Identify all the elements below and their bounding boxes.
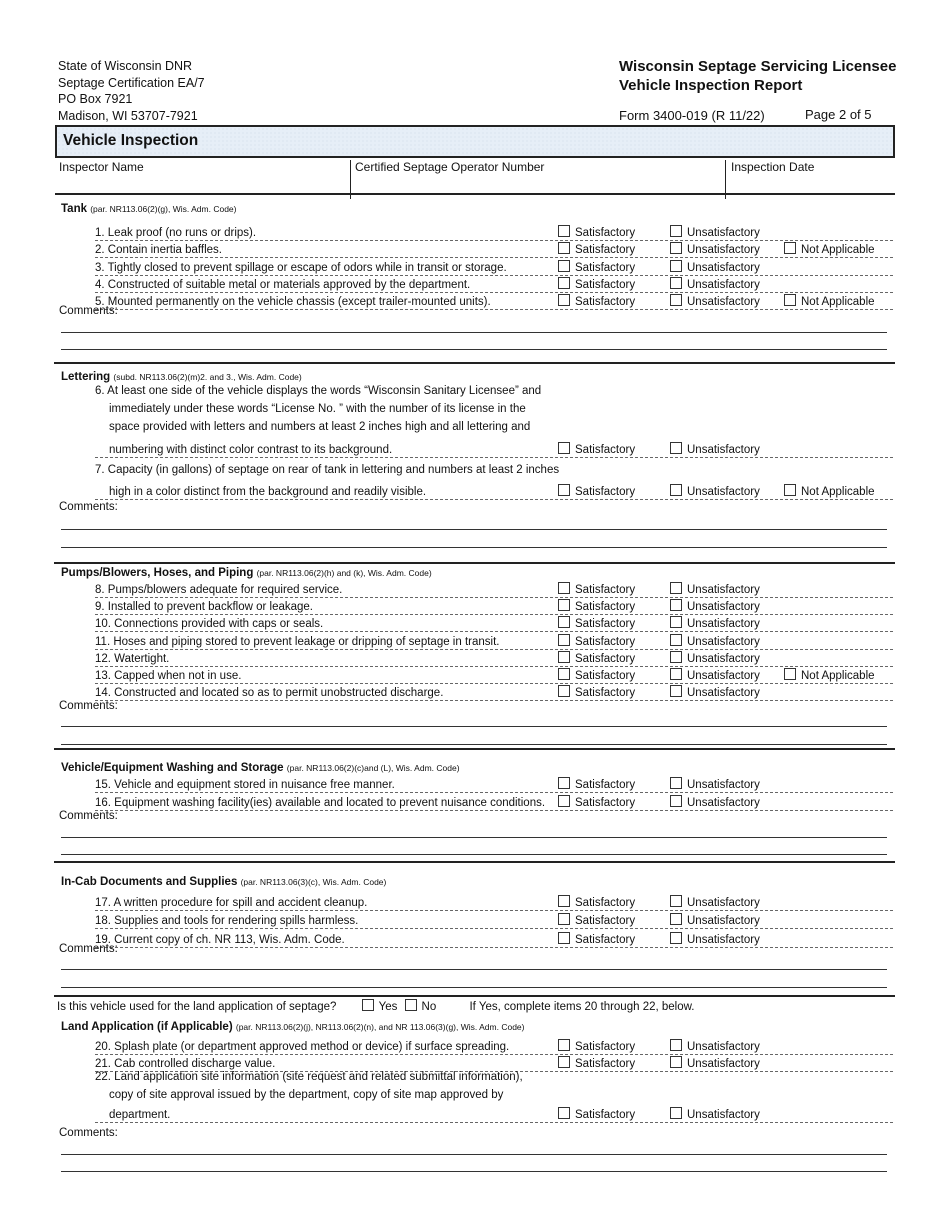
no-checkbox[interactable] (405, 1001, 437, 1013)
checkbox-icon (670, 294, 682, 306)
option-label: Unsatisfactory (687, 601, 760, 613)
title-line-1: Wisconsin Septage Servicing Licensee (619, 58, 897, 75)
option-label: Unsatisfactory (687, 227, 760, 239)
item-text: 3. Tightly closed to prevent spillage or escape of odors while in transit or storage. (95, 261, 507, 274)
form-title (619, 57, 896, 95)
satisfactory-checkbox[interactable] (558, 616, 635, 630)
address-line: PO Box 7921 (58, 92, 133, 106)
satisfactory-checkbox[interactable] (558, 260, 635, 274)
checkbox-icon (670, 242, 682, 254)
not-applicable-checkbox[interactable] (784, 484, 875, 498)
checkbox-icon (670, 616, 682, 628)
satisfactory-checkbox[interactable] (558, 668, 635, 682)
inspection-item (95, 649, 893, 667)
unsatisfactory-checkbox[interactable] (670, 895, 760, 909)
unsatisfactory-checkbox[interactable] (670, 442, 760, 456)
unsatisfactory-checkbox[interactable] (670, 599, 760, 613)
option-label: Not Applicable (801, 296, 875, 309)
item-text: 4. Constructed of suitable metal or materials approved by the department. (95, 278, 471, 291)
section-title: Vehicle/Equipment Washing and Storage (61, 762, 284, 774)
unsatisfactory-checkbox[interactable] (670, 277, 760, 291)
inspection-item (95, 775, 893, 793)
yes-label: Yes (378, 1001, 398, 1013)
option-label: Satisfactory (575, 601, 636, 613)
section-divider (54, 748, 895, 750)
item-text: 12. Watertight. (95, 653, 170, 665)
comments-line[interactable] (61, 987, 887, 988)
checkbox-icon (558, 242, 570, 254)
section-title: Lettering (61, 371, 111, 383)
satisfactory-checkbox[interactable] (558, 651, 635, 665)
satisfactory-checkbox[interactable] (558, 1039, 635, 1053)
item-text-line: department. (109, 1109, 171, 1121)
satisfactory-checkbox[interactable] (558, 277, 635, 291)
checkbox-icon (670, 599, 682, 611)
item-text: 14. Constructed and located so as to permit unobstructed discharge. (95, 687, 444, 699)
not-applicable-checkbox[interactable] (784, 668, 875, 682)
inspection-item (95, 683, 893, 701)
item-text: 21. Cab controlled discharge value. (95, 1058, 276, 1070)
section-title: In-Cab Documents and Supplies (61, 876, 238, 888)
option-label: Unsatisfactory (687, 444, 760, 456)
checkbox-icon (558, 1056, 570, 1068)
option-label: Satisfactory (575, 653, 636, 665)
checkbox-icon (670, 795, 682, 807)
item-text: 8. Pumps/blowers adequate for required service. (95, 584, 343, 596)
option-label: Unsatisfactory (687, 1109, 760, 1121)
agency-address (58, 58, 205, 124)
option-label: Unsatisfactory (687, 1041, 760, 1053)
option-label: Not Applicable (801, 670, 875, 682)
unsatisfactory-checkbox[interactable] (670, 225, 760, 239)
option-label: Unsatisfactory (687, 915, 760, 927)
divider (350, 160, 351, 199)
satisfactory-checkbox[interactable] (558, 582, 635, 596)
inspection-item (95, 911, 893, 929)
item-text-line: numbering with distinct color contrast to its background. (109, 444, 393, 456)
checkbox-icon (670, 895, 682, 907)
satisfactory-checkbox[interactable] (558, 242, 635, 256)
comments-line[interactable] (61, 547, 887, 548)
item-text: 19. Current copy of ch. NR 113, Wis. Adm. Code. (95, 934, 345, 946)
checkbox-icon (670, 634, 682, 646)
checkbox-icon (558, 484, 570, 496)
inspection-item (95, 666, 893, 684)
unsatisfactory-checkbox[interactable] (670, 294, 760, 308)
checkbox-icon (558, 651, 570, 663)
option-label: Not Applicable (801, 486, 875, 498)
checkbox-icon (558, 685, 570, 697)
item-text-line: space provided with letters and numbers at least 2 inches high and all lettering and (109, 421, 531, 433)
option-label: Satisfactory (575, 296, 636, 309)
section-divider (54, 861, 895, 863)
inspection-item (95, 930, 893, 948)
checkbox-icon (784, 242, 796, 254)
checkbox-icon (558, 582, 570, 594)
option-label: Satisfactory (575, 1041, 636, 1053)
unsatisfactory-checkbox[interactable] (670, 651, 760, 665)
code-reference: (par. NR113.06(2)(g), Wis. Adm. Code) (90, 204, 237, 214)
address-line: Madison, WI 53707-7921 (58, 108, 198, 123)
checkbox-icon (558, 599, 570, 611)
land-application-question (57, 999, 694, 1013)
not-applicable-checkbox[interactable] (784, 294, 875, 308)
satisfactory-checkbox[interactable] (558, 634, 635, 648)
unsatisfactory-checkbox[interactable] (670, 242, 760, 256)
item-text-line: immediately under these words “License No. ” with the number of its license in the (109, 403, 526, 415)
code-reference: (par. NR113.06(2)(j), NR113.06(2)(n), and NR 113.06(3)(g), Wis. Adm. Code) (235, 1022, 525, 1032)
comments-line[interactable] (61, 854, 887, 855)
inspection-item (95, 482, 893, 500)
inspection-item (95, 1105, 893, 1123)
checkbox-icon (558, 260, 570, 272)
checkbox-icon (670, 442, 682, 454)
inspection-item (95, 223, 893, 241)
comments-line[interactable] (61, 332, 887, 333)
checkbox-icon (670, 651, 682, 663)
comments-label: Comments: (59, 501, 118, 513)
unsatisfactory-checkbox[interactable] (670, 1107, 760, 1121)
comments-line[interactable] (61, 837, 887, 838)
section-heading (61, 762, 460, 774)
option-label: Satisfactory (575, 444, 636, 456)
satisfactory-checkbox[interactable] (558, 1107, 635, 1121)
section-divider (54, 562, 895, 564)
checkbox-icon (670, 932, 682, 944)
item-text-line: 22. Land application site information (site request and related submittal information), (95, 1071, 523, 1083)
satisfactory-checkbox[interactable] (558, 685, 635, 699)
divider (725, 160, 726, 199)
comments-line[interactable] (61, 529, 887, 530)
option-label: Unsatisfactory (687, 1058, 760, 1070)
checkbox-icon (558, 442, 570, 454)
option-label: Satisfactory (575, 584, 636, 596)
checkbox-icon (670, 1107, 682, 1119)
satisfactory-checkbox[interactable] (558, 484, 635, 498)
option-label: Unsatisfactory (687, 296, 760, 309)
unsatisfactory-checkbox[interactable] (670, 616, 760, 630)
option-label: Satisfactory (575, 797, 636, 809)
unsatisfactory-checkbox[interactable] (670, 795, 760, 809)
inspection-item (95, 614, 893, 632)
checkbox-icon (558, 277, 570, 289)
item-text: 20. Splash plate (or department approved method or device) if surface spreading. (95, 1041, 510, 1053)
satisfactory-checkbox[interactable] (558, 225, 635, 239)
option-label: Unsatisfactory (687, 584, 760, 596)
checkbox-icon (670, 1039, 682, 1051)
option-label: Satisfactory (575, 934, 636, 946)
item-text: 1. Leak proof (no runs or drips). (95, 227, 257, 239)
option-label: Satisfactory (575, 278, 636, 291)
inspection-item (95, 597, 893, 615)
satisfactory-checkbox[interactable] (558, 442, 635, 456)
item-text-line: high in a color distinct from the background and readily visible. (109, 486, 427, 498)
code-reference: (par. NR113.06(2)(c)and (L), Wis. Adm. Code) (286, 763, 460, 773)
satisfactory-checkbox[interactable] (558, 795, 635, 809)
checkbox-icon (670, 225, 682, 237)
item-text: 2. Contain inertia baffles. (95, 244, 223, 257)
option-label: Unsatisfactory (687, 618, 760, 630)
option-label: Unsatisfactory (687, 797, 760, 809)
code-reference: (subd. NR113.06(2)(m)2. and 3., Wis. Adm. Code) (113, 372, 302, 382)
option-label: Unsatisfactory (687, 687, 760, 699)
checkbox-icon (670, 668, 682, 680)
checkbox-icon (558, 1107, 570, 1119)
option-label: Unsatisfactory (687, 486, 760, 498)
item-text: 13. Capped when not in use. (95, 670, 242, 682)
item-text: 17. A written procedure for spill and accident cleanup. (95, 897, 368, 909)
checkbox-icon (558, 895, 570, 907)
operator-number-field[interactable]: Certified Septage Operator Number (355, 160, 545, 174)
option-label: Satisfactory (575, 1109, 636, 1121)
comments-line[interactable] (61, 744, 887, 745)
satisfactory-checkbox[interactable] (558, 599, 635, 613)
checkbox-icon (784, 668, 796, 680)
inspection-date-field[interactable]: Inspection Date (731, 160, 815, 174)
option-label: Satisfactory (575, 486, 636, 498)
section-title: Pumps/Blowers, Hoses, and Piping (61, 567, 254, 579)
checkbox-icon (558, 668, 570, 680)
satisfactory-checkbox[interactable] (558, 777, 635, 791)
inspection-item (95, 292, 893, 310)
inspection-item (95, 240, 893, 258)
inspection-item (95, 1037, 893, 1055)
item-text: 18. Supplies and tools for rendering spills harmless. (95, 915, 359, 927)
comments-line[interactable] (61, 969, 887, 970)
section-heading (61, 876, 386, 888)
checkbox-icon (558, 932, 570, 944)
option-label: Unsatisfactory (687, 278, 760, 291)
item-text: 11. Hoses and piping stored to prevent leakage or dripping of septage in transit. (95, 636, 500, 648)
comments-label: Comments: (59, 305, 118, 317)
checkbox-icon (558, 1039, 570, 1051)
item-text: 15. Vehicle and equipment stored in nuisance free manner. (95, 779, 395, 791)
inspection-item (95, 580, 893, 598)
checkbox-icon (670, 484, 682, 496)
address-line: State of Wisconsin DNR (58, 59, 193, 73)
inspection-item (95, 258, 893, 276)
inspector-name-field[interactable]: Inspector Name (59, 160, 144, 174)
option-label: Satisfactory (575, 618, 636, 630)
checkbox-icon (670, 260, 682, 272)
satisfactory-checkbox[interactable] (558, 932, 635, 946)
form-number: Form 3400-019 (R 11/22) (619, 108, 765, 123)
item-text: 5. Mounted permanently on the vehicle chassis (except trailer-mounted units). (95, 296, 491, 309)
unsatisfactory-checkbox[interactable] (670, 777, 760, 791)
option-label: Unsatisfactory (687, 897, 760, 909)
checkbox-icon (670, 777, 682, 789)
checkbox-icon (558, 294, 570, 306)
checkbox-icon (784, 484, 796, 496)
section-title: Land Application (if Applicable) (61, 1021, 233, 1033)
checkbox-icon (558, 913, 570, 925)
inspection-item (95, 793, 893, 811)
unsatisfactory-checkbox[interactable] (670, 1039, 760, 1053)
item-text-line: 7. Capacity (in gallons) of septage on rear of tank in lettering and numbers at least 2 inches (95, 464, 560, 476)
comments-label: Comments: (59, 810, 118, 822)
option-label: Satisfactory (575, 670, 636, 682)
option-label: Satisfactory (575, 897, 636, 909)
section-title: Tank (61, 203, 87, 215)
comments-label: Comments: (59, 943, 118, 955)
unsatisfactory-checkbox[interactable] (670, 932, 760, 946)
unsatisfactory-checkbox[interactable] (670, 634, 760, 648)
unsatisfactory-checkbox[interactable] (670, 484, 760, 498)
checkbox-icon (670, 685, 682, 697)
option-label: Satisfactory (575, 261, 636, 274)
checkbox-icon (784, 294, 796, 306)
option-label: Satisfactory (575, 687, 636, 699)
inspection-item (95, 275, 893, 293)
section-heading (61, 1021, 525, 1033)
item-text-line: copy of site approval issued by the department, copy of site map approved by (109, 1089, 504, 1101)
item-text: 10. Connections provided with caps or seals. (95, 618, 324, 630)
satisfactory-checkbox[interactable] (558, 294, 635, 308)
comments-label: Comments: (59, 1127, 118, 1139)
option-label: Satisfactory (575, 779, 636, 791)
address-line: Septage Certification EA/7 (58, 75, 205, 90)
section-heading (61, 371, 302, 383)
option-label: Unsatisfactory (687, 934, 760, 946)
unsatisfactory-checkbox[interactable] (670, 685, 760, 699)
code-reference: (par. NR113.06(3)(c), Wis. Adm. Code) (240, 877, 387, 887)
comments-line[interactable] (61, 726, 887, 727)
satisfactory-checkbox[interactable] (558, 1056, 635, 1070)
option-label: Unsatisfactory (687, 261, 760, 274)
option-label: Unsatisfactory (687, 636, 760, 648)
page-number: Page 2 of 5 (805, 107, 872, 122)
unsatisfactory-checkbox[interactable] (670, 668, 760, 682)
option-label: Satisfactory (575, 636, 636, 648)
item-text: 16. Equipment washing facility(ies) available and located to prevent nuisance conditions. (95, 797, 546, 809)
code-reference: (par. NR113.06(2)(h) and (k), Wis. Adm. Code) (256, 568, 432, 578)
checkbox-icon (670, 277, 682, 289)
inspection-item (95, 632, 893, 650)
checkbox-icon (670, 582, 682, 594)
checkbox-icon (558, 225, 570, 237)
comments-line[interactable] (61, 349, 887, 350)
comments-line[interactable] (61, 1171, 887, 1172)
checkbox-icon (558, 634, 570, 646)
no-label: No (421, 1001, 437, 1013)
option-label: Unsatisfactory (687, 244, 760, 257)
inspection-item (95, 440, 893, 458)
option-label: Not Applicable (801, 244, 875, 257)
inspection-item (95, 893, 893, 911)
question-note: If Yes, complete items 20 through 22, below. (469, 1001, 695, 1013)
option-label: Satisfactory (575, 227, 636, 239)
item-text-line: 6. At least one side of the vehicle displays the words “Wisconsin Sanitary Licensee” and (95, 385, 542, 397)
section-banner (55, 125, 895, 158)
checkbox-icon (558, 777, 570, 789)
option-label: Satisfactory (575, 244, 636, 257)
unsatisfactory-checkbox[interactable] (670, 260, 760, 274)
title-line-2: Vehicle Inspection Report (619, 77, 803, 94)
unsatisfactory-checkbox[interactable] (670, 913, 760, 927)
inspection-item (95, 1054, 893, 1072)
question-text: Is this vehicle used for the land application of septage? (57, 1001, 337, 1013)
option-label: Unsatisfactory (687, 670, 760, 682)
section-divider (54, 995, 895, 997)
inspection-header-fields (55, 156, 895, 195)
checkbox-icon (405, 999, 417, 1011)
comments-line[interactable] (61, 1154, 887, 1155)
checkbox-icon (670, 1056, 682, 1068)
satisfactory-checkbox[interactable] (558, 895, 635, 909)
checkbox-icon (670, 913, 682, 925)
item-text: 9. Installed to prevent backflow or leakage. (95, 601, 313, 613)
checkbox-icon (558, 616, 570, 628)
option-label: Unsatisfactory (687, 653, 760, 665)
section-heading (61, 203, 236, 215)
section-heading (61, 567, 432, 579)
banner-title: Vehicle Inspection (63, 132, 199, 149)
unsatisfactory-checkbox[interactable] (670, 1056, 760, 1070)
unsatisfactory-checkbox[interactable] (670, 582, 760, 596)
option-label: Satisfactory (575, 1058, 636, 1070)
not-applicable-checkbox[interactable] (784, 242, 875, 256)
comments-label: Comments: (59, 700, 118, 712)
satisfactory-checkbox[interactable] (558, 913, 635, 927)
checkbox-icon (558, 795, 570, 807)
section-divider (54, 362, 895, 364)
yes-checkbox[interactable] (362, 1001, 398, 1013)
option-label: Unsatisfactory (687, 779, 760, 791)
option-label: Satisfactory (575, 915, 636, 927)
checkbox-icon (362, 999, 374, 1011)
